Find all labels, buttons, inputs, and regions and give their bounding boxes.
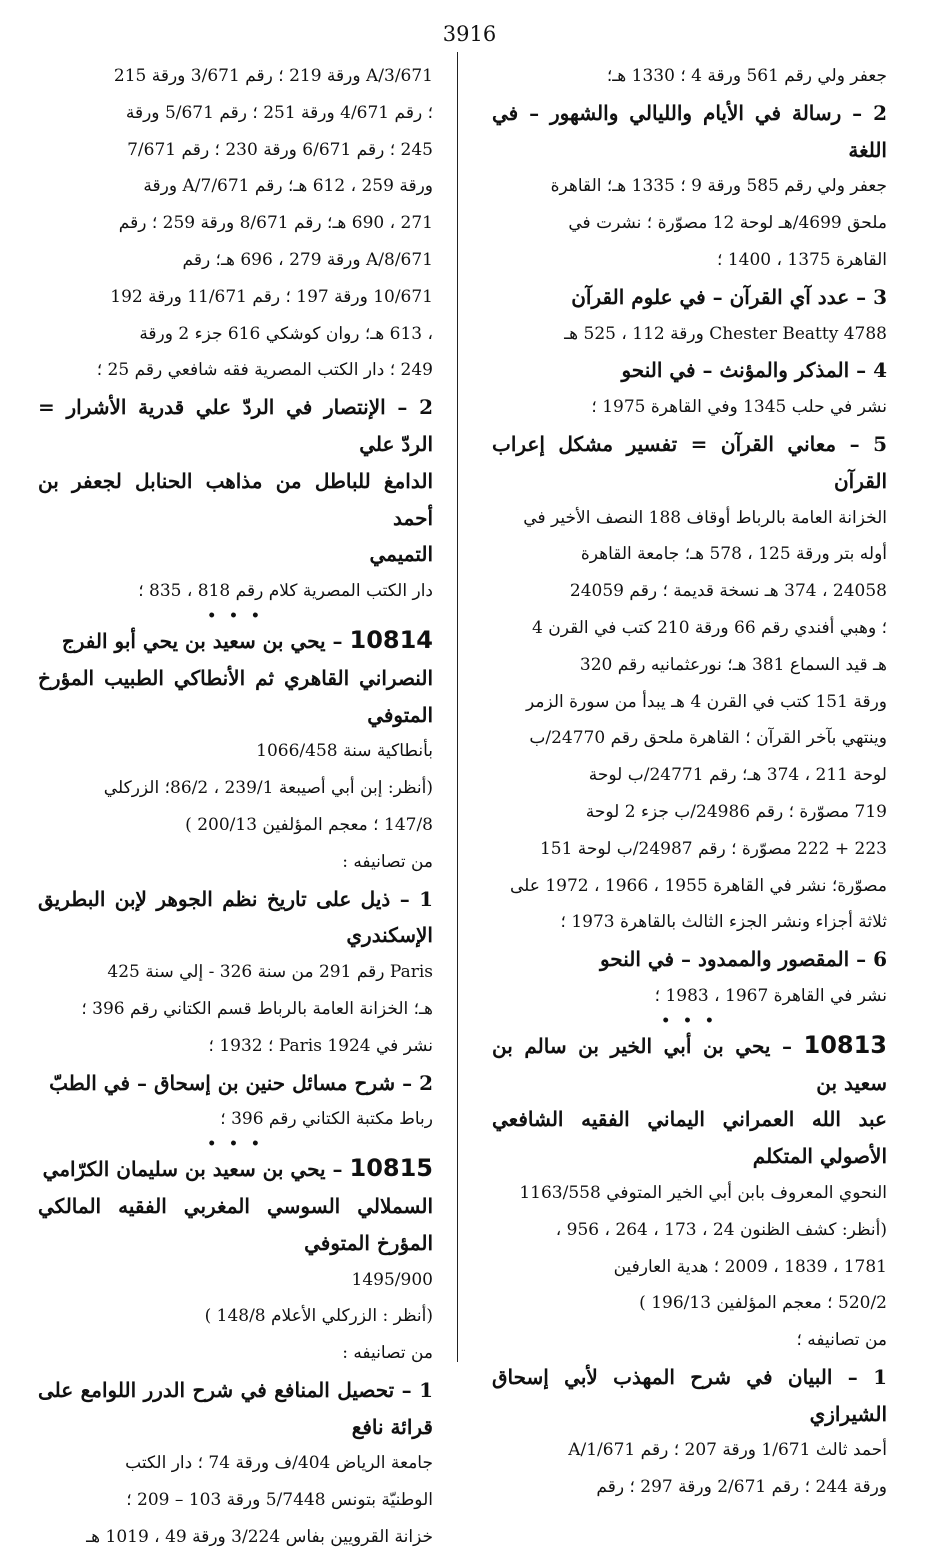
work-title-line: 1 – ذيل على تاريخ نظم الجوهر لإبن البطريق الإسكندري [38, 886, 433, 948]
text-line: هـ؛ الخزانة العامة بالرباط قسم الكتاني رقم 396 ؛ [81, 998, 433, 1019]
text-line: 719 مصوّرة ؛ رقم 24986/ب جزء 2 لوحة [585, 801, 887, 822]
text-line: 271 ، 690 هـ؛ رقم 8/671 ورقة 259 ؛ رقم [118, 213, 433, 234]
text-line: (أنظر: كشف الظنون 24 ، 173 ، 264 ، 956 ، [555, 1219, 887, 1240]
entry-heading [492, 1027, 887, 1102]
text-line: بأنطاكية سنة 1066/458 [256, 741, 433, 762]
text-line: جعفر ولي رقم 585 ورقة 9 ؛ 1335 هـ؛ القاهرة [550, 176, 887, 197]
text-line: نشر في القاهرة 1967 ، 1983 ؛ [654, 985, 887, 1006]
text-line: (أنظر: إبن أبي أصيبعة 239/1 ، 86/2؛ الزركلي [103, 778, 433, 799]
text-line: 1781 ، 1839 ، 2009 ؛ هدية العارفين [613, 1256, 887, 1277]
text-line: ؛ وهبي أفندي رقم 66 ورقة 210 كتب في القرن 4 [532, 617, 887, 638]
text-line: هـ قيد السماع 381 هـ؛ نورعثمانيه رقم 320 [579, 654, 887, 675]
work-title-line: السملالي السوسي المغربي الفقيه المالكي المؤرخ المتوفي [38, 1193, 433, 1255]
work-title-line: 1 – تحصيل المنافع في شرح الدرر اللوامع على قرائة نافع [38, 1377, 433, 1439]
text-line: ، 613 هـ؛ روان كوشكي 616 جزء 2 ورقة [139, 323, 433, 344]
work-title-line: 3 – عدد آي القرآن – في علوم القرآن [571, 284, 887, 309]
text-line: نشر في Paris 1924 ؛ 1932 ؛ [208, 1035, 433, 1056]
text-line: أوله بتر ورقة 125 ، 578 هـ؛ جامعة القاهرة [580, 544, 887, 565]
entry-title: – يحي بن سعيد بن يحي أبو الفرج [61, 628, 350, 653]
text-line: من تصانيفه ؛ [796, 1330, 887, 1351]
text-line: 1495/900 [351, 1269, 433, 1290]
entry-title: – يحي بن سعيد بن سليمان الكرّامي [42, 1157, 350, 1182]
text-line: 249 ؛ دار الكتب المصرية فقه شافعي رقم 25 ؛ [96, 360, 433, 381]
text-line: جعفر ولي رقم 561 ورقة 4 ؛ 1330 هـ؛ [606, 66, 887, 86]
text-line: 520/2 ؛ معجم المؤلفين 196/13 ) [639, 1293, 887, 1314]
entry-number: 10815 [349, 1154, 433, 1183]
work-title-line: عبد الله العمراني اليماني الفقيه الشافعي الأصولي المتكلم [492, 1107, 887, 1169]
work-title-line: 2 – رسالة في الأيام والليالي والشهور – في اللغة [492, 100, 887, 162]
text-line: ورقة 259 ، 612 هـ؛ رقم 7/671/A ورقة [143, 176, 433, 197]
text-line: الخزانة العامة بالرباط أوقاف 188 النصف الأخير في [523, 507, 887, 528]
work-title-line: التميمي [369, 542, 433, 567]
work-title-line: النصراني القاهري ثم الأنطاكي الطبيب المؤرخ المتوفي [38, 665, 433, 727]
entry-separator: • • • [661, 1012, 718, 1029]
work-title-line: 2 – شرح مسائل حنين بن إسحاق – في الطبّ [49, 1070, 433, 1095]
text-line: القاهرة 1375 ، 1400 ؛ [717, 249, 887, 270]
text-line: من تصانيفه : [342, 851, 433, 872]
text-line: النحوي المعروف بابن أبي الخير المتوفي 1163/558 [519, 1182, 887, 1203]
entry-separator: • • • [207, 1136, 264, 1153]
work-title-line: الدامغ للباطل من مذاهب الحنابل لجعفر بن أحمد [38, 468, 433, 530]
text-line: أحمد ثالث 1/671 ورقة 207 ؛ رقم 1/671/A [568, 1440, 887, 1461]
right-column [492, 58, 887, 1506]
text-line: 24058 ، 374 هـ نسخة قديمة ؛ رقم 24059 [569, 581, 887, 602]
page-number: 3916 [442, 22, 497, 46]
text-line: ؛ رقم 4/671 ورقة 251 ؛ رقم 5/671 ورقة [125, 102, 433, 123]
work-title-line: 2 – الإنتصار في الردّ علي قدرية الأشرار = الردّ علي [38, 395, 433, 456]
entry-number: 10814 [349, 625, 433, 654]
work-title-line: 6 – المقصور والممدود – في النحو [599, 947, 887, 972]
text-line: نشر في حلب 1345 وفي القاهرة 1975 ؛ [591, 397, 887, 418]
text-line: Paris رقم 291 من سنة 326 - إلي سنة 425 [107, 962, 433, 983]
entry-separator: • • • [207, 607, 264, 624]
text-line: 4788 Chester Beatty ورقة 112 ، 525 هـ [564, 323, 887, 344]
text-line: (أنظر : الزركلي الأعلام 148/8 ) [204, 1306, 433, 1327]
entry-heading [38, 622, 433, 660]
text-line: رباط مكتبة الكتاني رقم 396 ؛ [220, 1109, 433, 1130]
text-line: دار الكتب المصرية كلام رقم 818 ، 835 ؛ [138, 581, 433, 602]
text-line: ملحق 4699/هـ لوحة 12 مصوّرة ؛ نشرت في [568, 213, 887, 234]
text-line: 223 + 222 مصوّرة ؛ رقم 24987/ب لوحة 151 [539, 838, 887, 859]
text-line: الوطنيّة بتونس 5/7448 ورقة 103 – 209 ؛ [126, 1490, 433, 1511]
text-line: من تصانيفه : [342, 1343, 433, 1364]
text-line: وينتهي بآخر القرآن ؛ القاهرة ملحق رقم 24770/ب [529, 728, 887, 749]
text-line: ثلاثة أجزاء ونشر الجزء الثالث بالقاهرة 1973 ؛ [560, 912, 887, 933]
work-title-line: 5 – معاني القرآن = تفسير مشكل إعراب القرآن [492, 431, 887, 493]
text-line: 245 ؛ رقم 6/671 ورقة 230 ؛ رقم 7/671 [127, 139, 433, 160]
entry-number: 10813 [803, 1030, 887, 1059]
work-title-line: 1 – البيان في شرح المهذب لأبي إسحاق الشيرازي [492, 1364, 887, 1426]
text-line: ورقة 244 ؛ رقم 2/671 ورقة 297 ؛ رقم [596, 1477, 887, 1498]
text-line: 10/671 ورقة 197 ؛ رقم 11/671 ورقة 192 [110, 286, 433, 307]
text-line: لوحة 211 ، 374 هـ؛ رقم 24771/ب لوحة [588, 765, 887, 786]
text-line: مصوّرة؛ نشر في القاهرة 1955 ، 1966 ، 1972 على [509, 875, 887, 896]
left-column [38, 58, 433, 1556]
column-divider [457, 52, 458, 1362]
text-line: جامعة الرياض 404/ف ورقة 74 ؛ دار الكتب [125, 1453, 433, 1474]
text-line: خزانة القرويين بفاس 3/224 ورقة 49 ، 1019 هـ [86, 1527, 433, 1548]
text-line: 8/671/A ورقة 279 ، 696 هـ؛ رقم [182, 249, 433, 270]
text-line: ورقة 151 كتب في القرن 4 هـ يبدأ من سورة الزمر [526, 691, 887, 712]
entry-title: – يحي بن أبي الخير بن سالم بن سعيد بن [492, 1033, 887, 1095]
work-title-line: 4 – المذكر والمؤنث – في النحو [621, 358, 887, 383]
text-line: 147/8 ؛ معجم المؤلفين 200/13 ) [185, 814, 433, 835]
text-line: 3/671/A ورقة 219 ؛ رقم 3/671 ورقة 215 [113, 66, 433, 86]
entry-heading [38, 1150, 433, 1188]
